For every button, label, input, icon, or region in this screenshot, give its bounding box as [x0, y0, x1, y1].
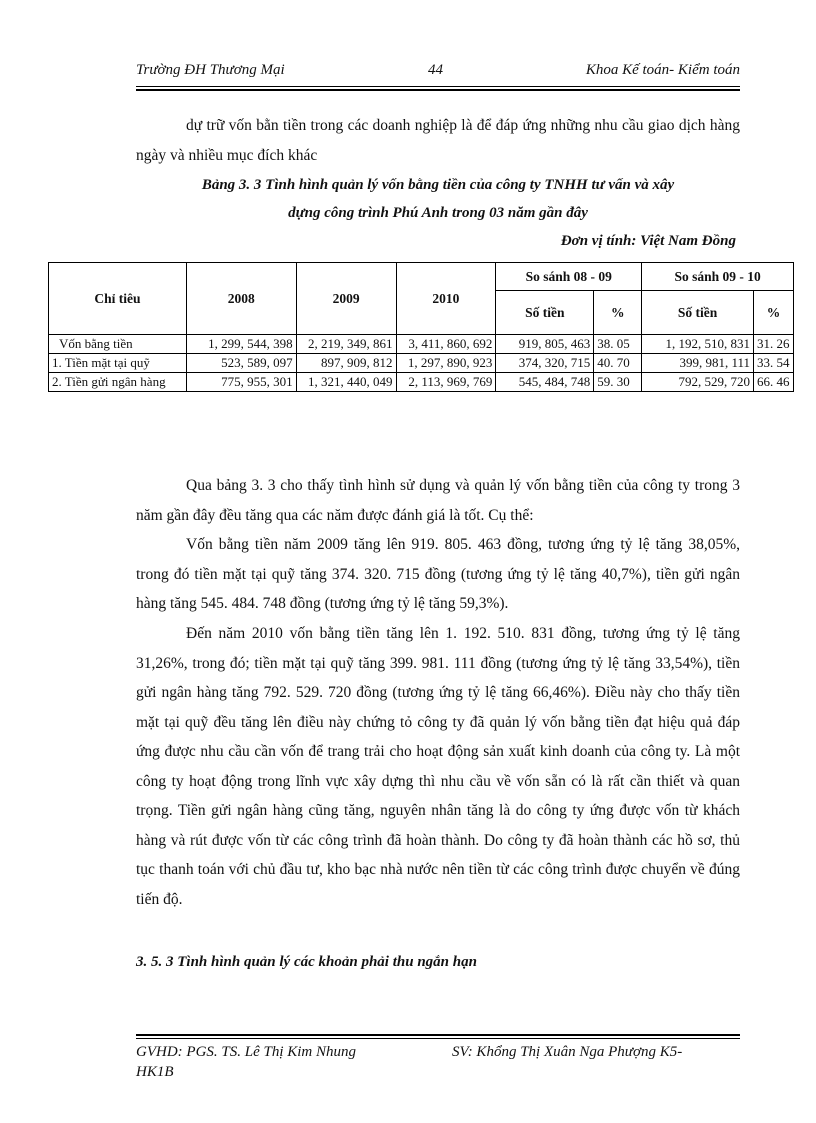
header-rule: [136, 86, 740, 87]
col-header-percent-2: %: [753, 291, 793, 335]
cell-2010: 1, 297, 890, 923: [396, 354, 496, 373]
footer-rule-thick: [136, 1034, 740, 1036]
col-header-2010: 2010: [396, 263, 496, 335]
row-label: Vốn bằng tiền: [49, 335, 187, 354]
section-heading: 3. 5. 3 Tình hình quản lý các khoản phải thu ngắn hạn: [136, 954, 477, 970]
analysis-paragraph-3: Đến năm 2010 vốn bằng tiền tăng lên 1. 192. 510. 831 đồng, tương ứng tỷ lệ tăng 31,26%, trong đó; tiền mặt tại quỹ tăng 399. 981. 111 đồng (tương ứng tỷ lệ tăng 33,54%), tiền gửi ngân hàng tăng 792. 529. 720 đồng (tương ứng tỷ lệ tăng 66,46%). Điều này cho thấy tiền mặt tại quỹ đều tăng lên điều này chứng tỏ công ty đã quản lý vốn bằng tiền đạt hiệu quả đáp ứng được nhu cầu cần vốn để trang trải cho hoạt động sản xuất kinh doanh của công ty. Là một công ty hoạt động trong lĩnh vực xây dựng thì nhu cầu về vốn sẵn có là rất cần thiết và quan trọng. Tiền gửi ngân hàng cũng tăng, nguyên nhân tăng là do công ty ứng được vốn từ khách hàng và rút được vốn từ các công trình đã hoàn thành. Do công ty đã hoàn thành các hồ sơ, thủ tục thanh toán với chủ đầu tư, kho bạc nhà nước nên tiền từ các công trình được chuyển về đúng tiến độ.: [136, 625, 740, 908]
cell-2009: 2, 219, 349, 861: [296, 335, 396, 354]
page-header: [136, 60, 740, 84]
col-header-compare-08-09: So sánh 08 - 09: [496, 263, 642, 291]
table-caption-line2: dựng công trình Phú Anh trong 03 năm gần đây: [288, 205, 588, 221]
cell-diff-2: 792, 529, 720: [642, 373, 754, 392]
table-row: [49, 373, 794, 392]
row-label: 1. Tiền mặt tại quỹ: [49, 354, 187, 373]
col-header-2009: 2009: [296, 263, 396, 335]
cell-2008: 1, 299, 544, 398: [186, 335, 296, 354]
table-row: [49, 354, 794, 373]
col-header-chitieu: Chỉ tiêu: [49, 263, 187, 335]
cell-2010: 3, 411, 860, 692: [396, 335, 496, 354]
cell-2009: 897, 909, 812: [296, 354, 396, 373]
header-school: Trường ĐH Thương Mại: [136, 62, 285, 78]
cell-pct-2: 31. 26: [753, 335, 793, 354]
cell-2009: 1, 321, 440, 049: [296, 373, 396, 392]
cell-pct-1: 59. 30: [594, 373, 642, 392]
analysis-paragraph-2: Vốn bằng tiền năm 2009 tăng lên 919. 805. 463 đồng, tương ứng tỷ lệ tăng 38,05%, trong đó tiền mặt tại quỹ tăng 374. 320. 715 đồng (tương ứng tỷ lệ tăng 40,7%), tiền gửi ngân hàng tăng 545. 484. 748 đồng (tương ứng tỷ lệ tăng 59,3%).: [136, 536, 740, 612]
intro-paragraph: dự trữ vốn bằn tiền trong các doanh nghiệp là để đáp ứng những nhu cầu giao dịch hàng ngày và nhiều mục đích khác: [136, 117, 740, 164]
col-header-percent-1: %: [594, 291, 642, 335]
cell-2008: 523, 589, 097: [186, 354, 296, 373]
footer-rule: [136, 1038, 740, 1039]
cell-diff-2: 399, 981, 111: [642, 354, 754, 373]
col-header-compare-09-10: So sánh 09 - 10: [642, 263, 794, 291]
footer-class: HK1B: [136, 1064, 174, 1080]
cell-pct-2: 33. 54: [753, 354, 793, 373]
cell-pct-1: 40. 70: [594, 354, 642, 373]
table-row: [49, 335, 794, 354]
header-rule-thick: [136, 89, 740, 91]
col-header-amount-2: Số tiền: [642, 291, 754, 335]
cash-management-table: [48, 262, 794, 392]
cell-diff-1: 919, 805, 463: [496, 335, 594, 354]
cell-diff-2: 1, 192, 510, 831: [642, 335, 754, 354]
cell-pct-1: 38. 05: [594, 335, 642, 354]
cell-2010: 2, 113, 969, 769: [396, 373, 496, 392]
unit-label: Đơn vị tính: Việt Nam Đồng: [560, 233, 736, 249]
col-header-2008: 2008: [186, 263, 296, 335]
analysis-paragraph-1: Qua bảng 3. 3 cho thấy tình hình sử dụng và quản lý vốn bằng tiền của công ty trong 3 năm gần đây đều tăng qua các năm được đánh giá là tốt. Cụ thể:: [136, 477, 740, 524]
header-page-number: 44: [428, 62, 443, 78]
footer-supervisor: GVHD: PGS. TS. Lê Thị Kim Nhung: [136, 1044, 357, 1060]
col-header-amount-1: Số tiền: [496, 291, 594, 335]
footer-student: SV: Khổng Thị Xuân Nga Phượng K5-: [452, 1044, 683, 1060]
row-label: 2. Tiền gửi ngân hàng: [49, 373, 187, 392]
cell-2008: 775, 955, 301: [186, 373, 296, 392]
table-caption-line1: Bảng 3. 3 Tình hình quản lý vốn bằng tiền của công ty TNHH tư vấn và xây: [201, 177, 675, 193]
cell-diff-1: 545, 484, 748: [496, 373, 594, 392]
cell-pct-2: 66. 46: [753, 373, 793, 392]
header-faculty: Khoa Kế toán- Kiểm toán: [585, 62, 740, 78]
cell-diff-1: 374, 320, 715: [496, 354, 594, 373]
